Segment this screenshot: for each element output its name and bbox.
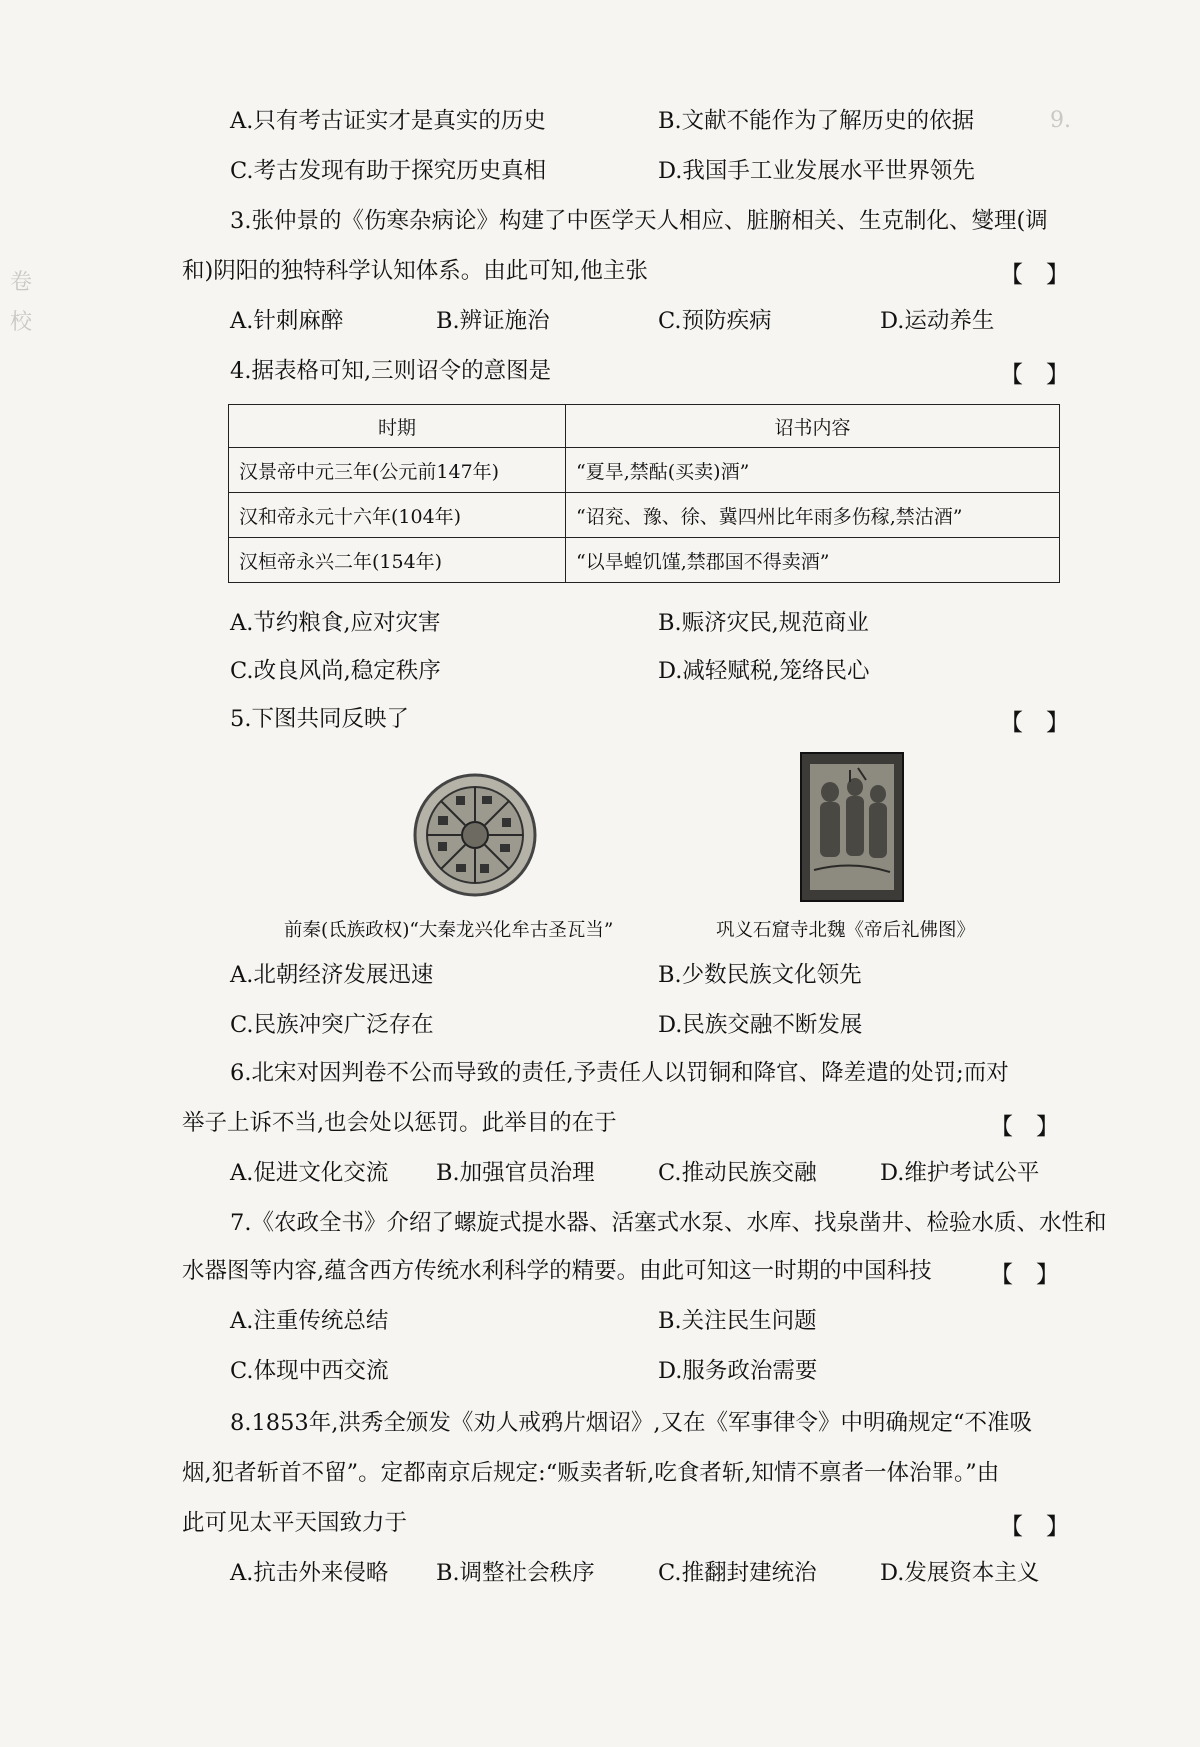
bleed-through-text: 9. xyxy=(1050,108,1071,133)
q8-answer-bracket[interactable]: 【 】 xyxy=(1000,1514,1069,1540)
q3-answer-bracket[interactable]: 【 】 xyxy=(1000,262,1069,288)
q7-stem-line1: 7.《农政全书》介绍了螺旋式提水器、活塞式水泵、水库、找泉凿井、检验水质、水性和 xyxy=(230,1210,1107,1236)
bleed-through-text: 卷 xyxy=(10,270,33,295)
q7-option-b[interactable]: B.关注民生问题 xyxy=(658,1308,817,1334)
q6-option-c[interactable]: C.推动民族交融 xyxy=(658,1160,817,1186)
figure-caption-right: 巩义石窟寺北魏《帝后礼佛图》 xyxy=(716,920,976,941)
table-cell-content: “诏兖、豫、徐、冀四州比年雨多伤稼,禁沽酒” xyxy=(566,493,1060,538)
q6-stem-line2: 举子上诉不当,也会处以惩罚。此举目的在于 xyxy=(182,1110,617,1136)
bleed-through-text: 校 xyxy=(10,310,33,335)
q3-stem-line1: 3.张仲景的《伤寒杂病论》构建了中医学天人相应、脏腑相关、生克制化、燮理(调 xyxy=(230,208,1048,234)
q4-option-b[interactable]: B.赈济灾民,规范商业 xyxy=(658,610,869,636)
q7-answer-bracket[interactable]: 【 】 xyxy=(990,1262,1059,1288)
q5-option-d[interactable]: D.民族交融不断发展 xyxy=(658,1012,863,1038)
q4-option-a[interactable]: A.节约粮食,应对灾害 xyxy=(230,610,441,636)
q8-stem-line1: 8.1853年,洪秀全颁发《劝人戒鸦片烟诏》,又在《军事律令》中明确规定“不准吸 xyxy=(230,1410,1033,1436)
q8-option-c[interactable]: C.推翻封建统治 xyxy=(658,1560,817,1586)
q5-option-c[interactable]: C.民族冲突广泛存在 xyxy=(230,1012,434,1038)
stone-relief-image xyxy=(800,752,904,902)
table-cell-period: 汉景帝中元三年(公元前147年) xyxy=(229,448,566,493)
q3-option-c[interactable]: C.预防疾病 xyxy=(658,308,772,334)
edict-table xyxy=(228,404,1060,583)
table-cell-content: “夏旱,禁酤(买卖)酒” xyxy=(566,448,1060,493)
q8-option-d[interactable]: D.发展资本主义 xyxy=(880,1560,1040,1586)
q7-option-c[interactable]: C.体现中西交流 xyxy=(230,1358,389,1384)
q3-stem-line2: 和)阴阳的独特科学认知体系。由此可知,他主张 xyxy=(182,258,648,284)
q3-option-a[interactable]: A.针刺麻醉 xyxy=(230,308,344,334)
q5-option-b[interactable]: B.少数民族文化领先 xyxy=(658,962,862,988)
q2-option-d[interactable]: D.我国手工业发展水平世界领先 xyxy=(658,158,975,184)
q5-stem: 5.下图共同反映了 xyxy=(230,706,409,732)
table-cell-period: 汉和帝永元十六年(104年) xyxy=(229,493,566,538)
q2-option-b[interactable]: B.文献不能作为了解历史的依据 xyxy=(658,108,975,134)
q7-stem-line2: 水器图等内容,蕴含西方传统水利科学的精要。由此可知这一时期的中国科技 xyxy=(182,1258,932,1284)
q6-answer-bracket[interactable]: 【 】 xyxy=(990,1114,1059,1140)
q4-option-d[interactable]: D.减轻赋税,笼络民心 xyxy=(658,658,870,684)
table-cell-content: “以旱蝗饥馑,禁郡国不得卖酒” xyxy=(566,538,1060,583)
q5-option-a[interactable]: A.北朝经济发展迅速 xyxy=(230,962,434,988)
roof-tile-image xyxy=(412,772,538,898)
table-cell-period: 汉桓帝永兴二年(154年) xyxy=(229,538,566,583)
table-row xyxy=(229,538,1060,583)
table-header-period: 时期 xyxy=(229,405,566,448)
q6-option-b[interactable]: B.加强官员治理 xyxy=(436,1160,595,1186)
q5-answer-bracket[interactable]: 【 】 xyxy=(1000,710,1069,736)
q6-option-d[interactable]: D.维护考试公平 xyxy=(880,1160,1040,1186)
table-header-content: 诏书内容 xyxy=(566,405,1060,448)
q7-option-a[interactable]: A.注重传统总结 xyxy=(230,1308,389,1334)
table-row xyxy=(229,493,1060,538)
q3-option-b[interactable]: B.辨证施治 xyxy=(436,308,550,334)
q8-stem-line2: 烟,犯者斩首不留”。定都南京后规定:“贩卖者斩,吃食者斩,知情不禀者一体治罪。”由 xyxy=(182,1460,1000,1486)
table-row xyxy=(229,448,1060,493)
q8-option-b[interactable]: B.调整社会秩序 xyxy=(436,1560,595,1586)
q3-option-d[interactable]: D.运动养生 xyxy=(880,308,995,334)
q4-stem: 4.据表格可知,三则诏令的意图是 xyxy=(230,358,552,384)
q7-option-d[interactable]: D.服务政治需要 xyxy=(658,1358,818,1384)
q6-stem-line1: 6.北宋对因判卷不公而导致的责任,予责任人以罚铜和降官、降差遣的处罚;而对 xyxy=(230,1060,1009,1086)
q8-option-a[interactable]: A.抗击外来侵略 xyxy=(230,1560,389,1586)
q6-option-a[interactable]: A.促进文化交流 xyxy=(230,1160,389,1186)
q2-option-a[interactable]: A.只有考古证实才是真实的历史 xyxy=(230,108,546,134)
q4-option-c[interactable]: C.改良风尚,稳定秩序 xyxy=(230,658,441,684)
table-header-row xyxy=(229,405,1060,448)
q8-stem-line3: 此可见太平天国致力于 xyxy=(182,1510,408,1536)
figure-caption-left: 前秦(氐族政权)“大秦龙兴化牟古圣瓦当” xyxy=(284,920,614,941)
q4-answer-bracket[interactable]: 【 】 xyxy=(1000,362,1069,388)
q2-option-c[interactable]: C.考古发现有助于探究历史真相 xyxy=(230,158,547,184)
